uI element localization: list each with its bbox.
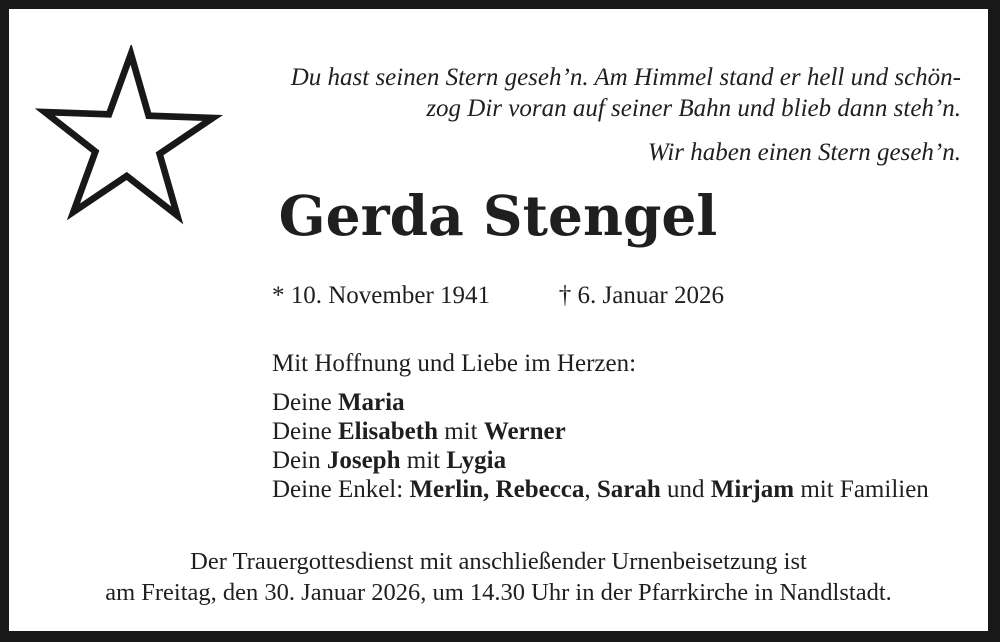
- death-date: † 6. Januar 2026: [558, 282, 724, 309]
- mourner-line: Deine Elisabeth mit Werner: [272, 418, 566, 445]
- epigraph-closing: Wir haben einen Stern geseh’n.: [647, 139, 961, 166]
- mourners-list: [272, 388, 929, 504]
- birth-date: * 10. November 1941: [272, 282, 491, 309]
- epigraph-line: zog Dir voran auf seiner Bahn und blieb dann steh’n.: [426, 95, 961, 122]
- mourner-line: Deine Maria: [272, 389, 405, 416]
- condolence-block: [272, 349, 929, 504]
- memorial-block: [272, 185, 724, 311]
- epigraph: [291, 62, 961, 168]
- deceased-name: Gerda Stengel: [278, 183, 718, 248]
- service-announcement: [9, 546, 988, 608]
- life-dates: [272, 281, 724, 311]
- condolence-intro: Mit Hoffnung und Liebe im Herzen:: [272, 350, 637, 377]
- service-line: Der Trauergottesdienst mit anschließender Urnenbeisetzung ist: [190, 548, 807, 575]
- epigraph-line: Du hast seinen Stern geseh’n. Am Himmel stand er hell und schön-: [290, 64, 961, 91]
- mourner-line: Deine Enkel: Merlin, Rebecca, Sarah und Mirjam mit Familien: [272, 476, 929, 503]
- star-icon: [30, 42, 226, 235]
- mourner-line: Dein Joseph mit Lygia: [272, 447, 507, 474]
- service-line: am Freitag, den 30. Januar 2026, um 14.30 Uhr in der Pfarrkirche in Nandlstadt.: [105, 579, 892, 606]
